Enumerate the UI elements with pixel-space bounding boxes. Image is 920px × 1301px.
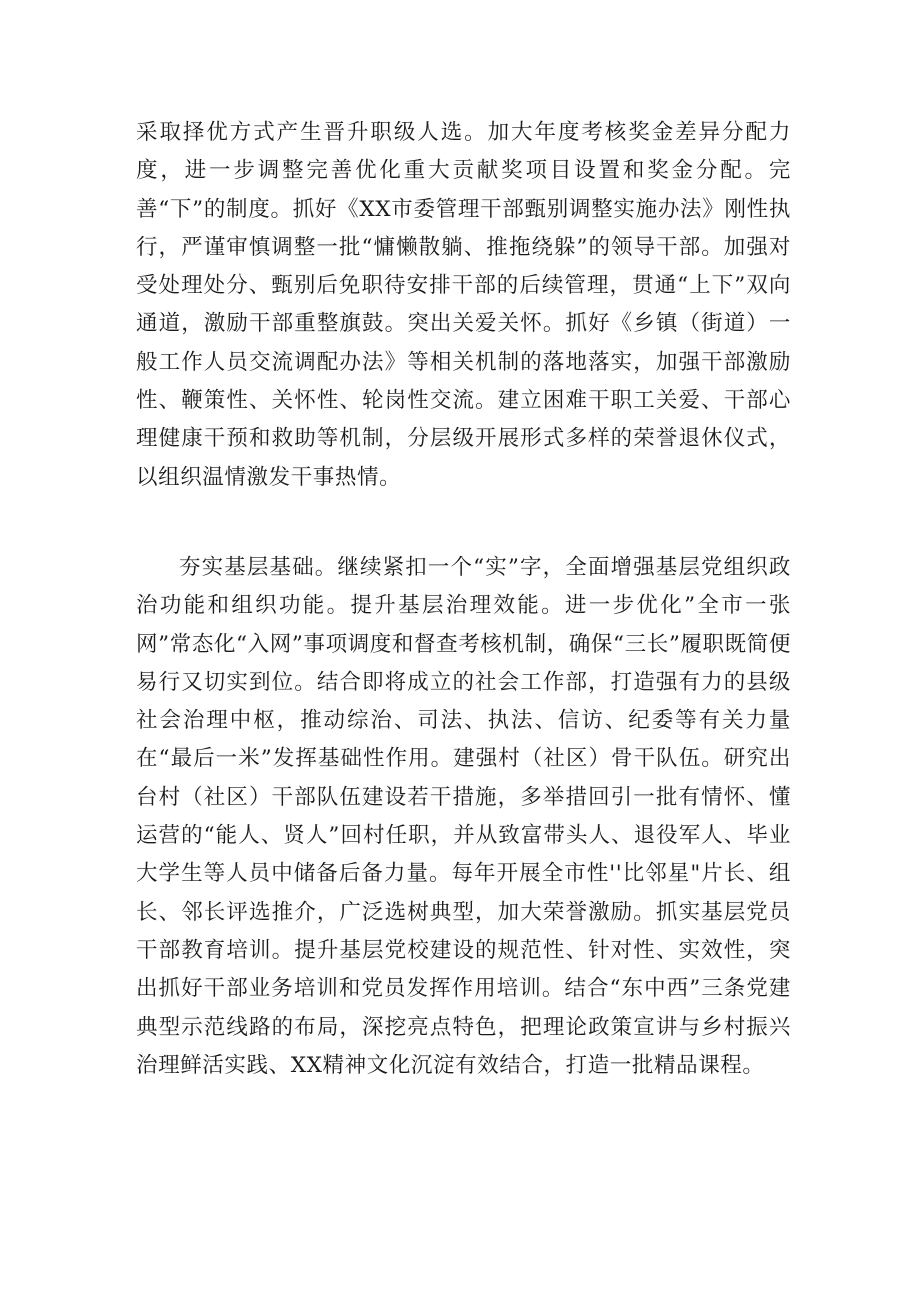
paragraph-text: 采取择优方式产生晋升职级人选。加大年度考核奖金差异分配力度，进一步调整完善优化重大贡献奖项目设置和奖金分配。完善“下”的制度。抓好《XX市委管理干部甄别调整实施办法》刚性执行，严谨审慎调整一批“慵懒散躺、推拖绕躲”的领导干部。加强对受处理处分、甄别后免职待安排干部的后续管理，贯通“上下”双向通道，激励干部重整旗鼓。突出关爱关怀。抓好《乡镇（街道）一般工作人员交流调配办法》等相关机制的落地落实，加强干部激励性、鞭策性、关怀性、轮岗性交流。建立困难干职工关爱、干部心理健康干预和救助等机制，分层级开展形式多样的荣誉退休仪式，以组织温情激发干事热情。 [136, 120, 791, 490]
body-paragraph-2 [136, 549, 791, 1085]
body-paragraph-1 [136, 114, 791, 497]
paragraph-text: 夯实基层基础。继续紧扣一个“实”字，全面增强基层党组织政治功能和组织功能。提升基层治理效能。进一步优化”全市一张网”常态化“入网”事项调度和督查考核机制，确保“三长”履职既简便易行又切实到位。结合即将成立的社会工作部，打造强有力的县级社会治理中枢，推动综治、司法、执法、信访、纪委等有关力量在“最后一米”发挥基础性作用。建强村（社区）骨干队伍。研究出台村（社区）干部队伍建设若干措施，多举措回引一批有情怀、懂运营的“能人、贤人”回村任职，并从致富带头人、退役军人、毕业大学生等人员中储备后备力量。每年开展全市性''比邻星"片长、组长、邻长评选推介，广泛选树典型，加大荣誉激励。抓实基层党员干部教育培训。提升基层党校建设的规范性、针对性、实效性，突出抓好干部业务培训和党员发挥作用培训。结合“东中西”三条党建典型示范线路的布局，深挖亮点特色，把理论政策宣讲与乡村振兴治理鲜活实践、XX精神文化沉淀有效结合，打造一批精品课程。 [136, 555, 791, 1078]
